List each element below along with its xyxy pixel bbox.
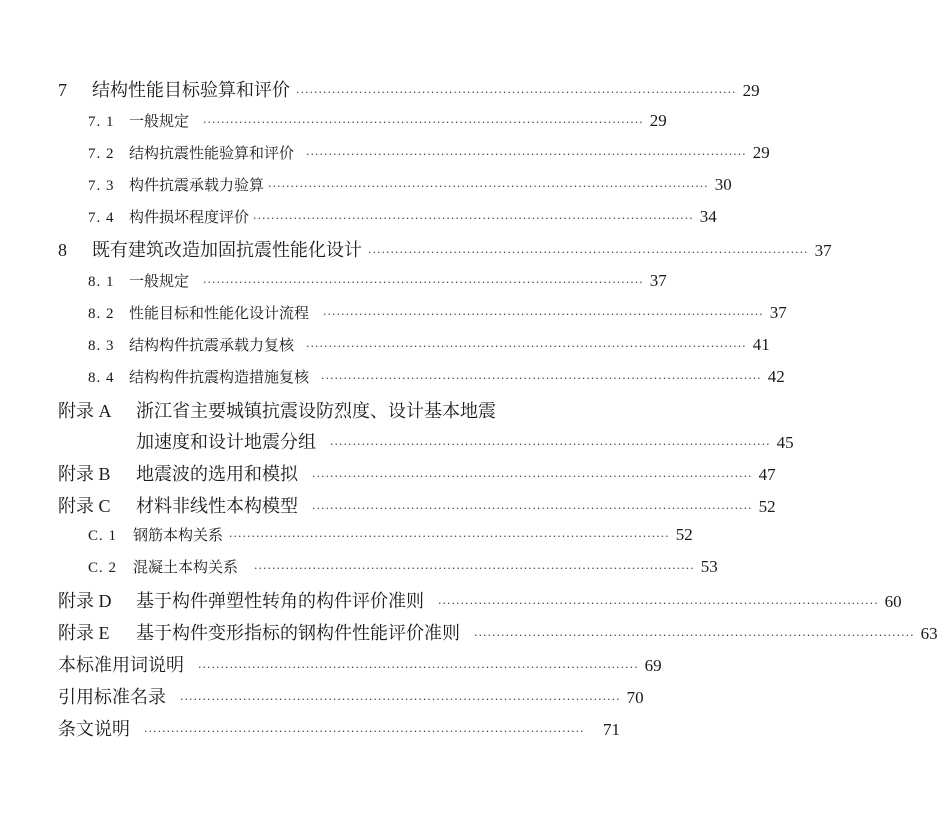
toc-entry-number: 8. 4	[88, 370, 115, 386]
toc-entry-number: 7. 4	[88, 210, 115, 226]
toc-entry-title: 引用标准名录	[58, 687, 166, 708]
dot-leader: ··································································································	[312, 470, 753, 483]
toc-entry-title: 本标准用词说明	[58, 655, 184, 676]
toc-entry-title: 构件抗震承载力验算	[129, 176, 265, 194]
dot-leader: ··································································································	[253, 212, 694, 225]
toc-entry-page: 69	[644, 656, 662, 675]
toc-entry-page: 52	[758, 497, 776, 516]
toc-entry[interactable]	[88, 556, 718, 577]
toc-entry-title: 加速度和设计地震分组	[136, 432, 316, 453]
toc-entry-number: 附录 B	[58, 464, 111, 484]
toc-entry-page: 37	[769, 303, 787, 322]
dot-leader: ··································································································	[144, 725, 585, 738]
dot-leader: ··································································································	[474, 629, 915, 642]
toc-entry[interactable]	[58, 619, 938, 645]
toc-entry-number: 7. 2	[88, 146, 115, 162]
toc-entry-page: 60	[884, 592, 902, 611]
toc-entry[interactable]	[58, 76, 760, 102]
toc-entry-page: 37	[649, 271, 667, 290]
toc-entry[interactable]	[58, 651, 662, 677]
toc-entry-title: 结构抗震性能验算和评价	[129, 144, 295, 162]
toc-entry-number: 8	[58, 240, 67, 260]
toc-entry-number: 附录 A	[58, 401, 112, 421]
toc-entry[interactable]	[88, 270, 667, 291]
toc-entry-page: 34	[699, 207, 717, 226]
toc-entry-page: 53	[700, 557, 718, 576]
toc-entry[interactable]	[88, 206, 717, 227]
toc-entry-title: 结构构件抗震构造措施复核	[129, 368, 310, 386]
toc-entry-number: C. 2	[88, 560, 118, 576]
toc-entry-title: 钢筋本构关系	[133, 526, 224, 544]
toc-entry-title: 基于构件弹塑性转角的构件评价准则	[136, 591, 424, 612]
toc-entry-title: 结构构件抗震承载力复核	[129, 336, 295, 354]
toc-entry-page: 52	[675, 525, 693, 544]
toc-entry[interactable]	[88, 302, 787, 323]
dot-leader: ··································································································	[306, 340, 747, 353]
toc-entry-page: 45	[776, 433, 794, 452]
toc-entry[interactable]	[88, 366, 785, 387]
toc-entry-title: 混凝土本构关系	[133, 558, 239, 576]
toc-entry[interactable]	[88, 334, 770, 355]
toc-entry-title: 材料非线性本构模型	[136, 496, 298, 517]
toc-entry-title: 浙江省主要城镇抗震设防烈度、设计基本地震	[136, 401, 496, 422]
toc-entry[interactable]	[58, 397, 620, 423]
toc-entry-page: 37	[814, 241, 832, 260]
toc-entry-number: 7	[58, 80, 67, 100]
toc-entry-number: 7. 3	[88, 178, 115, 194]
toc-entry-page: 63	[920, 624, 938, 643]
toc-entry-title: 结构性能目标验算和评价	[92, 80, 290, 101]
toc-entry-continuation[interactable]	[136, 428, 794, 454]
dot-leader: ··································································································	[330, 438, 771, 451]
dot-leader: ··································································································	[368, 246, 809, 259]
toc-entry-page: 30	[714, 175, 732, 194]
toc-entry-title: 基于构件变形指标的钢构件性能评价准则	[136, 623, 460, 644]
toc-entry-page: 41	[752, 335, 770, 354]
toc-entry-number: C. 1	[88, 528, 118, 544]
toc-entry-number: 8. 3	[88, 338, 115, 354]
dot-leader: ··································································································	[254, 562, 695, 575]
dot-leader: ··································································································	[229, 530, 670, 543]
toc-entry[interactable]	[58, 236, 832, 262]
dot-leader: ··································································································	[203, 276, 644, 289]
toc-entry[interactable]	[88, 174, 732, 195]
dot-leader: ··································································································	[203, 116, 644, 129]
toc-entry-number: 附录 C	[58, 496, 111, 516]
toc-entry[interactable]	[58, 683, 644, 709]
toc-entry-number: 7. 1	[88, 114, 115, 130]
dot-leader: ··································································································	[180, 693, 621, 706]
dot-leader: ··································································································	[306, 148, 747, 161]
toc-entry[interactable]	[58, 492, 776, 518]
toc-entry-page: 70	[626, 688, 644, 707]
toc-entry-title: 地震波的选用和模拟	[136, 464, 298, 485]
toc-entry-number: 附录 E	[58, 623, 110, 643]
toc-entry-page: 47	[758, 465, 776, 484]
toc-entry-number: 8. 2	[88, 306, 115, 322]
toc-entry[interactable]	[58, 715, 620, 741]
dot-leader: ··································································································	[323, 308, 764, 321]
toc-entry-title: 既有建筑改造加固抗震性能化设计	[92, 240, 362, 261]
toc-entry-page: 71	[603, 720, 620, 739]
toc-entry-title: 一般规定	[129, 112, 190, 130]
toc-entry-page: 29	[752, 143, 770, 162]
toc-entry-title: 构件损坏程度评价	[129, 208, 250, 226]
toc-entry[interactable]	[58, 587, 902, 613]
dot-leader: ··································································································	[268, 180, 709, 193]
toc-entry-title: 条文说明	[58, 719, 130, 740]
dot-leader: ··································································································	[296, 86, 737, 99]
toc-entry-page: 29	[649, 111, 667, 130]
toc-entry-title: 一般规定	[129, 272, 190, 290]
dot-leader: ··································································································	[321, 372, 762, 385]
toc-entry-page: 42	[767, 367, 785, 386]
toc-entry[interactable]	[88, 142, 770, 163]
toc-entry[interactable]	[88, 110, 667, 131]
toc-entry[interactable]	[58, 460, 776, 486]
dot-leader: ··································································································	[312, 502, 753, 515]
toc-entry-number: 8. 1	[88, 274, 115, 290]
toc-entry-title: 性能目标和性能化设计流程	[129, 304, 310, 322]
toc-entry-page: 29	[742, 81, 760, 100]
toc-entry-number: 附录 D	[58, 591, 112, 611]
dot-leader: ··································································································	[438, 597, 879, 610]
toc-entry[interactable]	[88, 524, 693, 545]
dot-leader: ··································································································	[198, 661, 639, 674]
